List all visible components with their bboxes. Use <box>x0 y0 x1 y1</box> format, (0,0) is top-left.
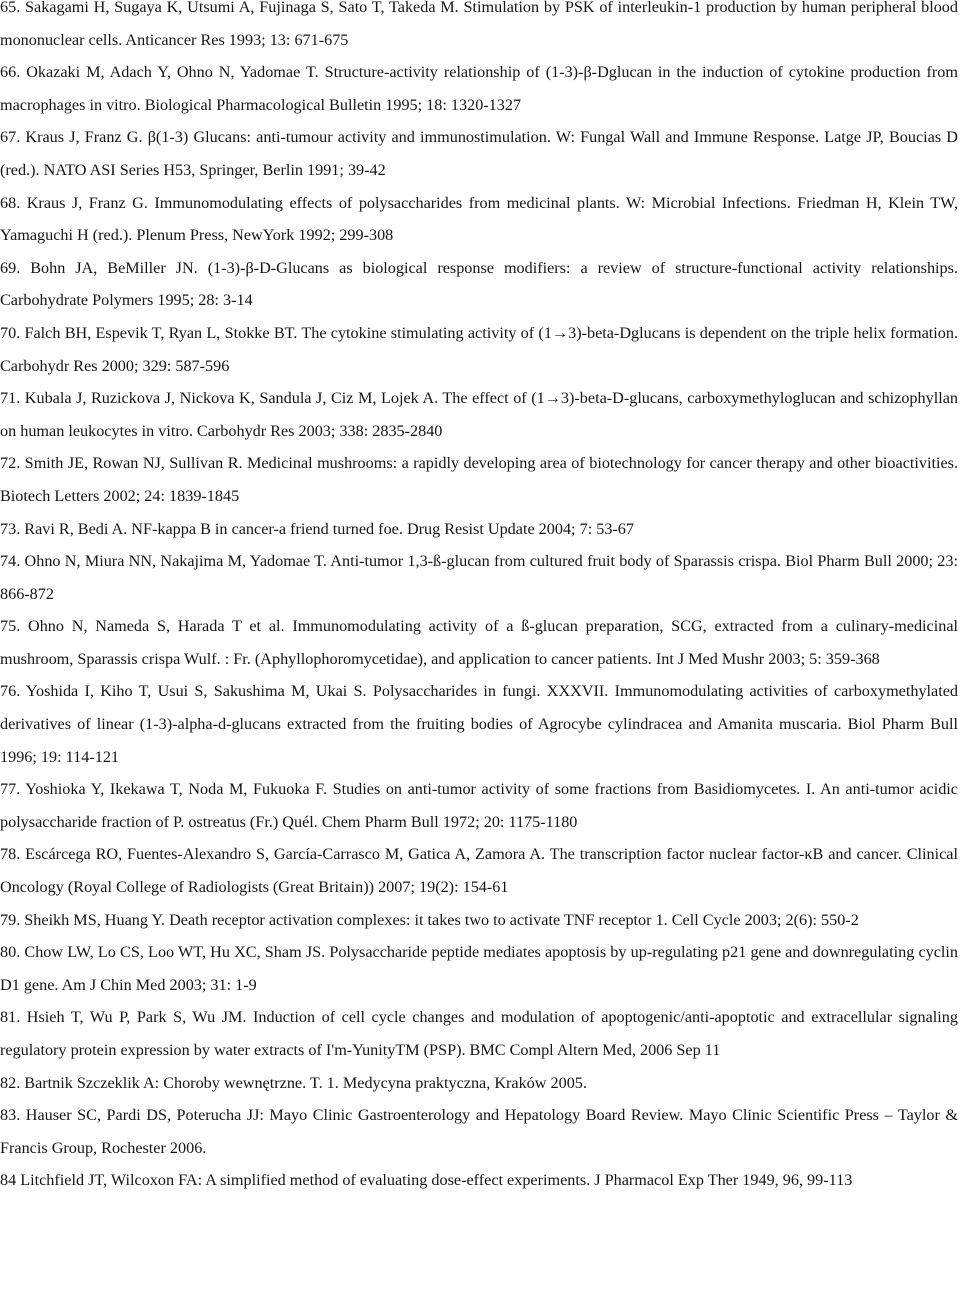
reference-entry: 80. Chow LW, Lo CS, Loo WT, Hu XC, Sham JS. Polysaccharide peptide mediates apoptosis by up-regulating p21 gene and downregulating cyclin D1 gene. Am J Chin Med 2003; 31: 1-9 <box>0 943 958 994</box>
reference-entry: 74. Ohno N, Miura NN, Nakajima M, Yadomae T. Anti-tumor 1,3-ß-glucan from cultured fruit body of Sparassis crispa. Biol Pharm Bull 2000; 23: 866-872 <box>0 552 958 603</box>
reference-entry: 79. Sheikh MS, Huang Y. Death receptor activation complexes: it takes two to activate TNF receptor 1. Cell Cycle 2003; 2(6): 550-2 <box>0 910 859 929</box>
reference-entry: 65. Sakagami H, Sugaya K, Utsumi A, Fujinaga S, Sato T, Takeda M. Stimulation by PSK of interleukin-1 production by human peripheral blood mononuclear cells. Anticancer Res 1993; 13: 671-675 <box>0 0 958 49</box>
reference-entry: 75. Ohno N, Nameda S, Harada T et al. Immunomodulating activity of a ß-glucan preparation, SCG, extracted from a culinary-medicinal mushroom, Sparassis crispa Wulf. : Fr. (Aphyllophoromycetidae), and application to cancer patients. Int J Med Mushr 2003; 5: 359-368 <box>0 617 958 668</box>
reference-entry: 70. Falch BH, Espevik T, Ryan L, Stokke BT. The cytokine stimulating activity of (1→3)-beta-Dglucans is dependent on the triple helix formation. Carbohydr Res 2000; 329: 587-596 <box>0 323 958 375</box>
reference-entry: 71. Kubala J, Ruzickova J, Nickova K, Sandula J, Ciz M, Lojek A. The effect of (1→3)-beta-D-glucans, carboxymethyloglucan and schizophyllan on human leukocytes in vitro. Carbohydr Res 2003; 338: 2835-2840 <box>0 389 958 440</box>
reference-entry: 78. Escárcega RO, Fuentes-Alexandro S, García-Carrasco M, Gatica A, Zamora A. The transcription factor nuclear factor-κB and cancer. Clinical Oncology (Royal College of Radiologists (Great Britain)) 2007; 19(2): 154-61 <box>0 845 958 897</box>
reference-entry: 73. Ravi R, Bedi A. NF-kappa B in cancer-a friend turned foe. Drug Resist Update 2004; 7: 53-67 <box>0 519 634 538</box>
reference-entry: 82. Bartnik Szczeklik A: Choroby wewnętrzne. T. 1. Medycyna praktyczna, Kraków 2005. <box>0 1073 587 1092</box>
reference-entry: 66. Okazaki M, Adach Y, Ohno N, Yadomae T. Structure-activity relationship of (1-3)-β-Dglucan in the induction of cytokine production from macrophages in vitro. Biological Pharmacological Bulletin 1995; 18: 1320-1327 <box>0 63 958 114</box>
reference-entry: 72. Smith JE, Rowan NJ, Sullivan R. Medicinal mushrooms: a rapidly developing area of biotechnology for cancer therapy and other bioactivities. Biotech Letters 2002; 24: 1839-1845 <box>0 454 958 505</box>
reference-entry: 67. Kraus J, Franz G. β(1-3) Glucans: anti-tumour activity and immunostimulation. W: Fungal Wall and Immune Response. Latge JP, Boucias D (red.). NATO ASI Series H53, Springer, Berlin 1991; 39-42 <box>0 128 958 179</box>
reference-entry: 76. Yoshida I, Kiho T, Usui S, Sakushima M, Ukai S. Polysaccharides in fungi. XXXVII. Immunomodulating activities of carboxymethylated derivatives of linear (1-3)-alpha-d-glucans extracted from the fruiting bodies of Agrocybe cylindracea and Amanita muscaria. Biol Pharm Bull 1996; 19: 114-121 <box>0 682 958 766</box>
reference-entry: 68. Kraus J, Franz G. Immunomodulating effects of polysaccharides from medicinal plants. W: Microbial Infections. Friedman H, Klein TW, Yamaguchi H (red.). Plenum Press, NewYork 1992; 299-308 <box>0 193 958 245</box>
reference-entry: 69. Bohn JA, BeMiller JN. (1-3)-β-D-Glucans as biological response modifiers: a review of structure-functional activity relationships. Carbohydrate Polymers 1995; 28: 3-14 <box>0 258 958 310</box>
reference-entry: 77. Yoshioka Y, Ikekawa T, Noda M, Fukuoka F. Studies on anti-tumor activity of some fractions from Basidiomycetes. I. An anti-tumor acidic polysaccharide fraction of P. ostreatus (Fr.) Quél. Chem Pharm Bull 1972; 20: 1175-1180 <box>0 780 958 831</box>
reference-entry: 83. Hauser SC, Pardi DS, Poterucha JJ: Mayo Clinic Gastroenterology and Hepatology Board Review. Mayo Clinic Scientific Press – Taylor & Francis Group, Rochester 2006. <box>0 1106 958 1157</box>
reference-entry: 84 Litchfield JT, Wilcoxon FA: A simplified method of evaluating dose-effect experiments. J Pharmacol Exp Ther 1949, 96, 99-113 <box>0 1171 853 1190</box>
reference-entry: 81. Hsieh T, Wu P, Park S, Wu JM. Induction of cell cycle changes and modulation of apoptogenic/anti-apoptotic and extracellular signaling regulatory protein expression by water extracts of I'm-YunityTM (PSP). BMC Compl Altern Med, 2006 Sep 11 <box>0 1008 958 1059</box>
